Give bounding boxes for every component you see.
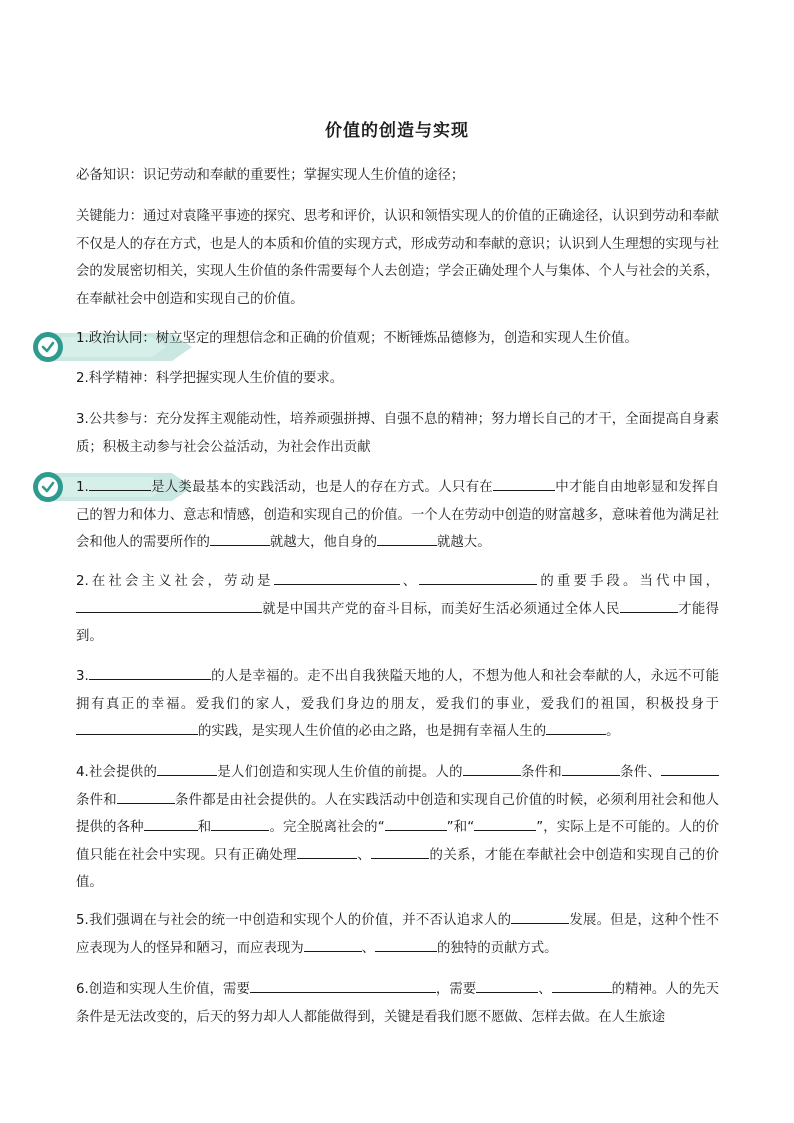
q5-text-a: 5.我们强调在与社会的统一中创造和实现个人的价值，并不否认追求人的 [76, 913, 512, 928]
q1-text-d: 就越大，他自身的 [269, 535, 378, 550]
q6-text-a: 6.创造和实现人生价值，需要 [76, 982, 250, 997]
q3-text-c: 的实践，是实现人生价值的必由之路，也是拥有幸福人生的 [198, 724, 547, 739]
q1-text-e: 就越大。 [437, 535, 491, 550]
check-icon [40, 479, 56, 495]
q4-text-i: ”和“ [446, 820, 475, 835]
fill-blank[interactable] [76, 596, 262, 613]
fill-blank[interactable] [211, 814, 269, 831]
fill-blank[interactable] [476, 976, 538, 993]
fill-blank[interactable] [385, 814, 447, 831]
fill-blank[interactable] [493, 474, 555, 491]
q1-text-a: 1. [76, 480, 89, 495]
fill-blank[interactable] [620, 596, 678, 613]
q4-text-j: ”，实际上是不可能的。人的价值只能在社会中实现。只有正确处理 [76, 820, 720, 863]
page-title: 价值的创造与实现 [325, 121, 469, 141]
literacy-item-1: 1.政治认同：树立坚定的理想信念和正确的价值观；不断锤炼品德修为，创造和实现人生价值。 [76, 331, 638, 346]
fill-blank[interactable] [297, 842, 357, 859]
q2-text-b: 、 [399, 574, 420, 589]
q4-text-h: 。完全脱离社会的“ [269, 820, 385, 835]
q4-text-f: 条件都是由社会提供的。人在实践活动中创造和实现自己价值的时候，必须利用社会和他人提供的各种 [76, 792, 720, 835]
fill-blank[interactable] [474, 814, 536, 831]
fill-blank[interactable] [157, 759, 217, 776]
literacy-item-3: 3.公共参与：充分发挥主观能动性，培养顽强拼搏、自强不息的精神；努力增长自己的才干，全面提高自身素质；积极主动参与社会公益活动，为社会作出贡献 [76, 412, 719, 455]
question-2 [76, 568, 719, 651]
q4-text-k: 、 [356, 847, 372, 863]
q4-text-l: 的关系，才能在奉献社会中创造和实现自己的价值。 [76, 847, 720, 890]
fill-blank[interactable] [375, 935, 437, 952]
q4-text-e: 条件和 [76, 792, 117, 808]
q4-text-b: 是人们创造和实现人生价值的前提。人的 [217, 765, 463, 780]
q1-text-c: 中才能自由地彰显和发挥自己的智力和体力、意志和情感，创造和实现自己的价值。一个人在劳动中创造的财富越多，意味着他为满足社会和他人的需要所作的 [76, 480, 720, 550]
question-6 [76, 976, 719, 1031]
knowledge-line: 必备知识：识记劳动和奉献的重要性；掌握实现人生价值的途径； [76, 168, 465, 183]
q5-text-b: 发展。但是，这种个性不应表现为人的怪异和陋习，而应表现为 [76, 913, 719, 956]
q2-text-a: 2.在社会主义社会，劳动是 [76, 574, 274, 589]
q2-text-e: 才能得到。 [76, 601, 720, 644]
check-icon [40, 339, 56, 355]
q6-text-d: 的精神。人的先天条件是无法改变的，后天的努力却人人都能做得到，关键是看我们愿不愿做、怎样去做。在人生旅途 [76, 982, 719, 1025]
q1-text-b: 是人类最基本的实践活动，也是人的存在方式。人只有在 [150, 480, 493, 495]
q3-text-d: 。 [606, 724, 620, 739]
fill-blank[interactable] [552, 976, 612, 993]
q4-text-d: 条件、 [619, 765, 662, 780]
q6-text-c: 、 [538, 982, 552, 997]
fill-blank[interactable] [117, 787, 175, 804]
fill-blank[interactable] [89, 663, 211, 680]
fill-blank[interactable] [210, 529, 270, 546]
fill-blank[interactable] [250, 976, 436, 993]
q3-text-a: 3. [76, 669, 89, 684]
fill-blank[interactable] [463, 759, 521, 776]
fill-blank[interactable] [304, 935, 362, 952]
fill-blank[interactable] [89, 474, 151, 491]
fill-blank[interactable] [419, 568, 537, 585]
fill-blank[interactable] [661, 759, 719, 776]
q5-text-c: 、 [361, 940, 376, 956]
fill-blank[interactable] [562, 759, 620, 776]
q4-text-c: 条件和 [520, 765, 562, 780]
ability-paragraph: 关键能力：通过对袁隆平事迹的探究、思考和评价，认识和领悟实现人的价值的正确途径，认识到劳动和奉献不仅是人的存在方式，也是人的本质和价值的实现方式，形成劳动和奉献的意识；认识到人生理想的实现与社会的发展密切相关，实现人生价值的条件需要每个人去创造；学会正确处理个人与集体、个人与社会的关系，在奉献社会中创造和实现自己的价值。 [76, 209, 719, 307]
fill-blank[interactable] [144, 814, 198, 831]
fill-blank[interactable] [511, 907, 569, 924]
q4-text-a: 4.社会提供的 [76, 765, 158, 780]
question-3 [76, 663, 719, 746]
q5-text-d: 的独特的贡献方式。 [437, 940, 558, 956]
q6-text-b: ，需要 [435, 982, 477, 997]
q3-text-b: 的人是幸福的。走不出自我狭隘天地的人，不想为他人和社会奉献的人，永远不可能拥有真正的幸福。爱我们的家人，爱我们身边的朋友，爱我们的事业，爱我们的祖国，积极投身于 [76, 669, 719, 712]
literacy-item-2: 2.科学精神：科学把握实现人生价值的要求。 [76, 371, 344, 386]
fill-blank[interactable] [546, 718, 606, 735]
fill-blank[interactable] [274, 568, 400, 585]
question-1 [76, 474, 719, 557]
fill-blank[interactable] [371, 842, 429, 859]
fill-blank[interactable] [76, 718, 198, 735]
fill-blank[interactable] [377, 529, 437, 546]
question-4 [76, 759, 719, 897]
question-5 [76, 907, 719, 962]
q2-text-c: 的重要手段。当代中国， [537, 574, 720, 589]
q2-text-d: 就是中国共产党的奋斗目标，而美好生活必须通过全体人民 [262, 601, 620, 617]
q4-text-g: 和 [197, 820, 212, 835]
